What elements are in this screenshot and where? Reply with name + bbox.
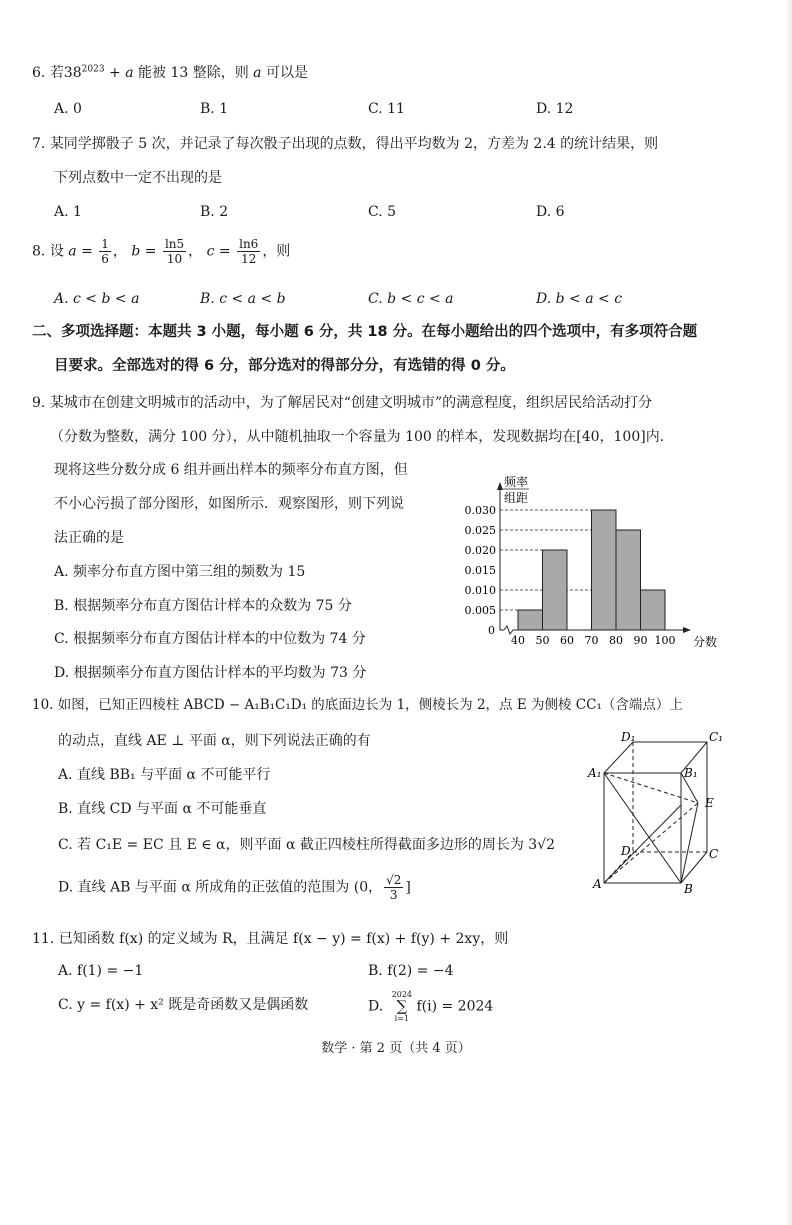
frequency-histogram xyxy=(450,470,730,670)
origin-label: 0 xyxy=(488,624,495,637)
q6-option-a: A. 0 xyxy=(54,101,82,117)
section2-line2: 目要求。全部选对的得 6 分，部分选对的得部分分，有选错的得 0 分。 xyxy=(54,358,515,374)
y-tick-0.020: 0.020 xyxy=(464,544,496,557)
label-e: E xyxy=(705,796,714,810)
label-b: B xyxy=(684,882,693,896)
q8-option-c: C. b < c < a xyxy=(368,291,454,307)
q7-line1: 7. 某同学掷骰子 5 次，并记录了每次骰子出现的点数，得出平均数为 2，方差为 2.4 的统计结果，则 xyxy=(32,136,659,152)
q7-line2: 下列点数中一定不出现的是 xyxy=(54,170,222,186)
y-axis-arrow xyxy=(497,482,503,490)
q8-frac-b: $\frac{\ln 5}{10}$ xyxy=(164,237,185,266)
y-tick-0.030: 0.030 xyxy=(464,504,496,517)
q9-line2: （分数为整数，满分 100 分），从中随机抽取一个容量为 100 的样本，发现数据均在[40，100]内． xyxy=(50,429,674,445)
q10-option-b: B. 直线 CD 与平面 α 不可能垂直 xyxy=(58,801,267,817)
q6-line: 6. 若$38^{2023} + a$ 能被 13 整除，则 a 可以是 xyxy=(32,64,308,81)
y-tick-0.015: 0.015 xyxy=(464,564,496,577)
bar-[40,50) xyxy=(518,610,543,630)
bar-[90,100] xyxy=(641,590,666,630)
q6-number: 6. xyxy=(32,65,46,81)
label-d1: D₁ xyxy=(621,730,636,744)
q8-option-b: B. c < a < b xyxy=(200,291,286,307)
q9-option-d: D. 根据频率分布直方图估计样本的平均数为 73 分 xyxy=(54,665,367,681)
y-tick-0.005: 0.005 xyxy=(464,604,496,617)
q8-line: 8. 设 a = $\frac{1}{6}$ ， b = $\frac{\ln 5}{10}$ ， c = $\frac{\ln 6}{12}$ ，则 xyxy=(32,237,291,266)
q7-option-a: A. 1 xyxy=(54,204,82,220)
x-tick-50: 50 xyxy=(535,634,550,647)
q8-frac-c: $\frac{\ln 6}{12}$ xyxy=(239,237,259,266)
y-label-bottom: 组距 xyxy=(503,491,529,505)
prism-figure xyxy=(585,725,745,900)
q11-option-a: A. f(1) = −1 xyxy=(58,963,144,979)
x-axis-arrow xyxy=(683,627,691,633)
x-tick-40: 40 xyxy=(511,634,525,647)
q7-option-b: B. 2 xyxy=(200,204,229,220)
q10-option-a: A. 直线 BB₁ 与平面 α 不可能平行 xyxy=(58,767,271,783)
q6-option-d: D. 12 xyxy=(536,101,574,117)
label-a1: A₁ xyxy=(588,766,602,780)
q10-option-d: D. 直线 AB 与平面 α 所成角的正弦值的范围为 (0， $\frac{√2}{3}$ ] xyxy=(58,873,411,902)
section2-line1: 二、多项选择题：本题共 3 小题，每小题 6 分，共 18 分。在每小题给出的四个选项中，有多项符合题 xyxy=(32,324,698,340)
bar-[50,60) xyxy=(543,550,568,630)
label-c: C xyxy=(709,847,719,861)
q7-option-d: D. 6 xyxy=(536,204,565,220)
q9-option-a: A. 频率分布直方图中第三组的频数为 15 xyxy=(54,564,306,580)
q11-option-c: C. y = f(x) + x² 既是奇函数又是偶函数 xyxy=(58,997,309,1013)
y-label-top: 频率 xyxy=(503,475,529,489)
y-tick-0.010: 0.010 xyxy=(464,584,496,597)
q9-option-c: C. 根据频率分布直方图估计样本的中位数为 74 分 xyxy=(54,631,366,647)
x-axis-label: 分数 xyxy=(693,635,718,649)
q9-line4: 不小心污损了部分图形，如图所示．观察图形，则下列说 xyxy=(54,496,404,512)
q8-option-d: D. b < a < c xyxy=(536,291,623,307)
q6-option-c: C. 11 xyxy=(368,101,405,117)
q11-line1: 11. 已知函数 f(x) 的定义域为 R，且满足 f(x − y) = f(x) + f(y) + 2xy，则 xyxy=(32,931,509,947)
q10-option-c: C. 若 C₁E = EC 且 E ∈ α，则平面 α 截正四棱柱所得截面多边形的周长为 3√2 xyxy=(58,837,556,853)
q9-option-b: B. 根据频率分布直方图估计样本的众数为 75 分 xyxy=(54,598,352,614)
q10-line1: 10. 如图，已知正四棱柱 ABCD − A₁B₁C₁D₁ 的底面边长为 1，侧棱长为 2，点 E 为侧棱 CC₁（含端点）上 xyxy=(32,697,683,713)
q6-option-b: B. 1 xyxy=(200,101,229,117)
label-d: D xyxy=(621,844,631,858)
q8-frac-a: $\frac{1}{6}$ xyxy=(101,237,109,266)
sum-symbol: 2024 ∑ i=1 xyxy=(391,990,412,1023)
label-c1: C₁ xyxy=(709,730,723,744)
q7-option-c: C. 5 xyxy=(368,204,397,220)
label-a: A xyxy=(593,877,602,891)
page-footer: 数学 · 第 2 页（共 4 页） xyxy=(321,1041,471,1056)
q9-line5: 法正确的是 xyxy=(54,530,124,546)
q11-option-b: B. f(2) = −4 xyxy=(368,963,454,979)
x-tick-70: 70 xyxy=(584,634,599,647)
x-tick-90: 90 xyxy=(633,634,648,647)
q10-range-frac: $\frac{√2}{3}$ xyxy=(386,873,402,902)
label-b1: B₁ xyxy=(684,766,698,780)
q9-line3: 现将这些分数分成 6 组并画出样本的频率分布直方图，但 xyxy=(54,462,408,478)
scan-edge xyxy=(786,0,792,1225)
y-tick-0.025: 0.025 xyxy=(464,524,496,537)
q9-line1: 9. 某城市在创建文明城市的活动中，为了解居民对“创建文明城市”的满意程度，组织居民给活动打分 xyxy=(32,395,653,411)
histogram-bars xyxy=(518,510,665,630)
x-tick-60: 60 xyxy=(560,634,574,647)
histogram-labels xyxy=(465,474,718,649)
bar-[80,90) xyxy=(616,530,641,630)
q8-option-a: A. c < b < a xyxy=(54,291,140,307)
q10-line2: 的动点，直线 AE ⊥ 平面 α，则下列说法正确的有 xyxy=(58,733,371,749)
x-tick-80: 80 xyxy=(609,634,623,647)
x-tick-100: 100 xyxy=(654,634,676,647)
axis-break xyxy=(504,626,513,634)
bar-[70,80) xyxy=(592,510,617,630)
q11-option-d: D. 2024 ∑ i=1 f(i) = 2024 xyxy=(368,990,494,1023)
